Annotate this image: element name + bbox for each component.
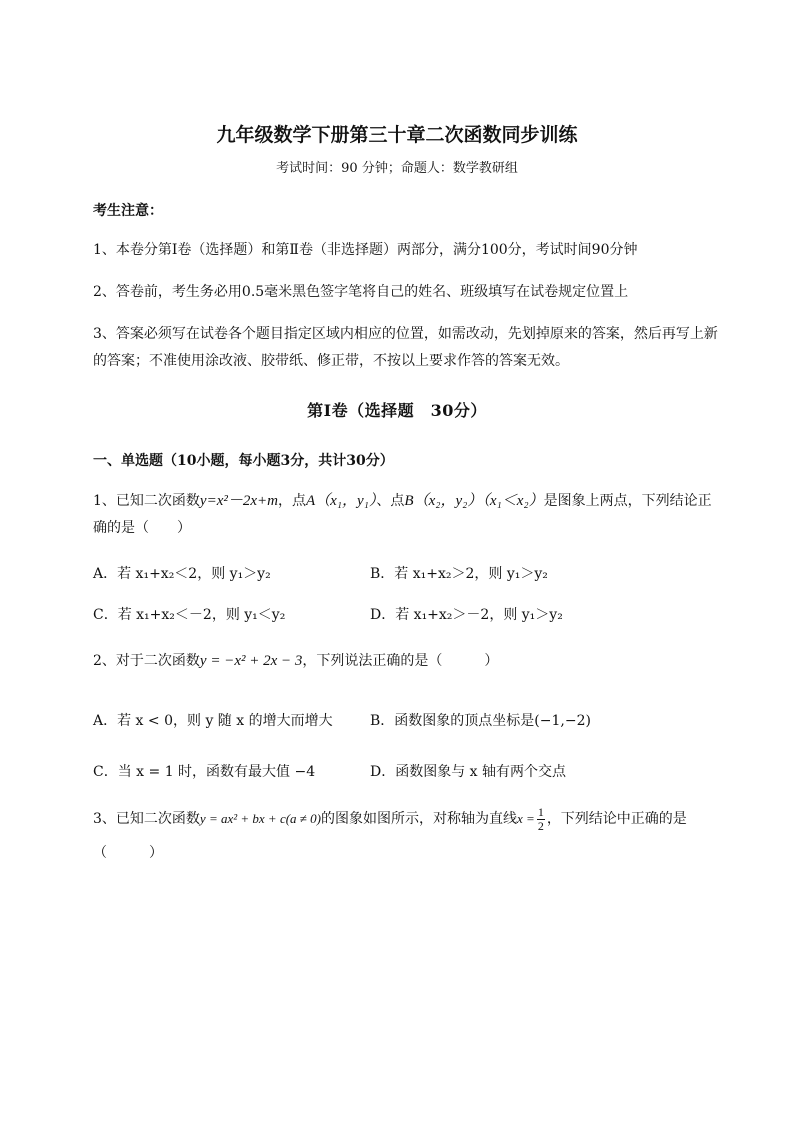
q3-mid: 的图象如图所示，对称轴为直线 <box>321 811 518 827</box>
q3-function: y = ax² + bx + c(a ≠ 0) <box>199 811 322 826</box>
q2-option-d[interactable]: D．函数图象与 x 轴有两个交点 <box>370 764 567 780</box>
q1-suffix: 是图象上两点，下列结论正 <box>543 493 712 509</box>
q1-line2: 确的是（ ） <box>93 520 191 536</box>
fraction-numerator: 1 <box>537 804 544 819</box>
q1-option-c[interactable]: C．若 x₁+x₂＜－2，则 y₁＜y₂ <box>93 607 286 623</box>
notice-heading: 考生注意： <box>93 203 163 219</box>
question-2 <box>93 648 498 675</box>
notice-item: 2、答卷前，考生务必用0.5毫米黑色签字笔将自己的姓名、班级填写在试卷规定位置上 <box>93 284 629 300</box>
q1-prefix: 1、已知二次函数 <box>93 493 200 509</box>
notice-item: 1、本卷分第Ⅰ卷（选择题）和第Ⅱ卷（非选择题）两部分，满分100分，考试时间90分钟 <box>93 242 638 258</box>
section-title: 第Ⅰ卷（选择题 30分） <box>307 401 487 420</box>
q2-option-c[interactable]: C．当 x = 1 时，函数有最大值 −4 <box>93 764 316 780</box>
q2-option-b[interactable]: B．函数图象的顶点坐标是(−1,−2) <box>370 713 591 729</box>
q1-mid: ，点 <box>277 493 306 509</box>
q2-option-a[interactable]: A．若 x < 0，则 y 随 x 的增大而增大 <box>93 713 333 729</box>
notice-item: 的答案；不准使用涂改液、胶带纸、修正带，不按以上要求作答的答案无效。 <box>93 353 569 369</box>
exam-info: 考试时间：90 分钟；命题人：数学教研组 <box>276 161 518 176</box>
question-1 <box>93 488 712 515</box>
q1-condition: （x₁＜x₂） <box>482 493 544 509</box>
notice-item: 3、答案必须写在试卷各个题目指定区域内相应的位置，如需改动，先划掉原来的答案，然后再写上新 <box>93 326 718 342</box>
q3-axis-var: x = <box>517 811 535 826</box>
q3-line2: （ ） <box>93 845 163 861</box>
q2-suffix: ，下列说法正确的是（ ） <box>302 653 499 669</box>
q1-sep: 、点 <box>376 493 405 509</box>
q1-function: y=x²－2x+m <box>199 493 278 509</box>
q1-point-a: A（x₁，y₁） <box>305 493 377 509</box>
question-3 <box>93 805 687 833</box>
q3-axis-fraction <box>537 806 545 833</box>
part-heading: 一、单选题（10小题，每小题3分，共计30分） <box>93 453 394 469</box>
q1-option-b[interactable]: B．若 x₁+x₂＞2，则 y₁＞y₂ <box>370 566 548 582</box>
q3-suffix: ，下列结论中正确的是 <box>546 811 687 827</box>
page-title: 九年级数学下册第三十章二次函数同步训练 <box>216 124 578 146</box>
q2-prefix: 2、对于二次函数 <box>93 653 200 669</box>
q1-option-a[interactable]: A．若 x₁+x₂＜2，则 y₁＞y₂ <box>93 566 271 582</box>
q1-option-d[interactable]: D．若 x₁+x₂＞－2，则 y₁＞y₂ <box>370 607 563 623</box>
q1-point-b: B（x₂，y₂） <box>404 493 483 509</box>
fraction-denominator: 2 <box>537 818 544 833</box>
q3-prefix: 3、已知二次函数 <box>93 811 200 827</box>
q2-function: y = −x² + 2x − 3 <box>199 653 303 669</box>
